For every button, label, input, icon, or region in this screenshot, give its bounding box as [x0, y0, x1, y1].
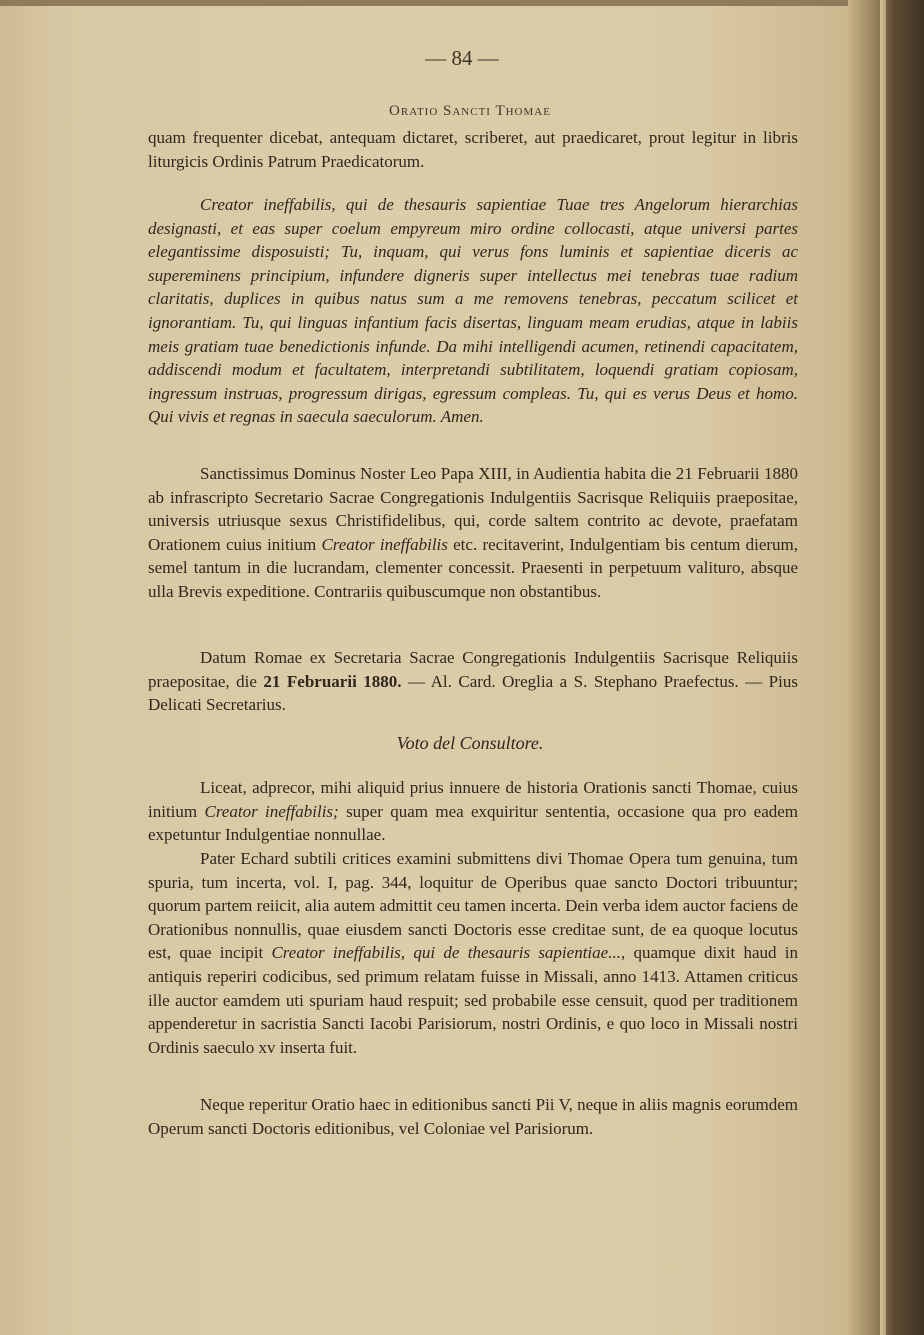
running-head: Oratio Sancti Thomae [389, 103, 551, 119]
datum-date: 21 Februarii 1880. [263, 671, 402, 691]
page-number: — 84 — [425, 46, 499, 70]
book-spine [848, 0, 924, 1335]
liceat-text-a: Liceat, adprecor, mihi aliquid prius innuere de historia Orationis sancti Thomae, cuius initium [148, 778, 798, 821]
liceat-text [148, 776, 798, 847]
datum-text [148, 646, 798, 717]
echard-text-a: Pater Echard subtili critices examini submittens divi Thomae Opera tum genuina, tum spuria, tum incerta, vol. I, pag. 344, loquitur de Operibus quae sancto Doctori tribuuntur; quorum partem reiicit, alia autem admittit ceu tamen incerta. Dein verba idem auctor faciens de Orationibus nonnullis, quae eiusdem sancti Doctoris esse creditae sunt, de ea quoque locutus est, quae incipit [148, 849, 798, 963]
datum-text-a: Datum Romae ex Secretaria Sacrae Congregationis Indulgentiis Sacrisque Reliquiis praepositae, die [148, 648, 798, 691]
prayer-paragraph [148, 193, 798, 429]
intro-paragraph [148, 126, 798, 173]
grant-paragraph [148, 462, 798, 604]
neque-paragraph [148, 1093, 798, 1140]
grant-text-b: etc. recitaverint, Indulgentiam bis centum dierum, semel tantum in die lucrandam, clementer concessit. Praesenti in perpetuum valituro, absque ulla Brevis expeditione. Contrariis quibuscumque non obstantibus. [148, 534, 798, 601]
neque-text: Neque reperitur Oratio haec in editionibus sancti Pii V, neque in aliis magnis eorumdem Operum sancti Doctoris editionibus, vel Coloniae vel Parisiorum. [148, 1095, 799, 1138]
liceat-paragraph [148, 776, 798, 847]
intro-text: quam frequenter dicebat, antequam dictaret, scriberet, aut praedicaret, prout legitur in libris liturgicis Ordinis Patrum Praedicatorum. [148, 128, 798, 171]
datum-paragraph [148, 646, 798, 717]
echard-text-b: quamque dixit haud in antiquis reperiri codicibus, sed primum relatam fuisse in Missali, anno 1413. Attamen criticus ille auctor eamdem uti spuriam haud respuit; sed probabile esse censuit, quod per traditionem appenderetur in sacristia Sancti Iacobi Parisiorum, nostri Ordinis, e quo loco in Missali nostri Ordinis saeculo xv inserta fuit. [148, 943, 798, 1057]
datum-text-b: — Al. Card. Oreglia a S. Stephano Praefectus. — Pius Delicati Secretarius. [148, 671, 798, 715]
page-top-edge [0, 0, 878, 6]
grant-text [148, 462, 798, 604]
grant-text-a: Sanctissimus Dominus Noster Leo Papa XIII, in Audientia habita die 21 Februarii 1880 ab infrascripto Secretario Sacrae Congregationis Indulgentiis Sacrisque Reliquiis praepositae, universis utriusque sexus Christifidelibus, qui, corde saltem contrito ac devote, praefatam Orationem cuius initium [148, 464, 798, 554]
grant-text-title: Creator ineffabilis [321, 534, 448, 554]
liceat-text-title: Creator ineffabilis; [204, 801, 339, 821]
echard-paragraph [148, 847, 798, 1059]
section-heading: Voto del Consultore. [396, 733, 544, 753]
liceat-text-b: super quam mea exquiritur sententia, occasione qua pro eadem expetuntur Indulgentiae nonnullae. [148, 801, 799, 845]
prayer-text: Creator ineffabilis, qui de thesauris sapientiae Tuae tres Angelorum hierarchias designasti, et eas super coelum empyreum miro ordine collocasti, atque universi partes elegantissime disposuisti; Tu, inquam, qui verus fons luminis et sapientiae diceris ac supereminens principium, infundere digneris super intellectus mei tenebras tuae radium claritatis, duplices in quibus natus sum a me removens tenebras, peccatum scilicet et ignorantiam. Tu, qui linguas infantium facis disertas, linguam meam erudias, atque in labiis meis gratiam tuae benedictionis infunde. Da mihi intelligendi acumen, retinendi capacitatem, addiscendi modum et facultatem, interpretandi subtilitatem, loquendi gratiam copiosam, ingressum instruas, progressum dirigas, egressum compleas. Tu, qui es verus Deus et homo. Qui vivis et regnas in saecula saeculorum. Amen. [148, 195, 798, 427]
page-edge [880, 0, 886, 1335]
echard-text [148, 847, 798, 1059]
echard-text-title: Creator ineffabilis, qui de thesauris sapientiae..., [271, 943, 626, 963]
